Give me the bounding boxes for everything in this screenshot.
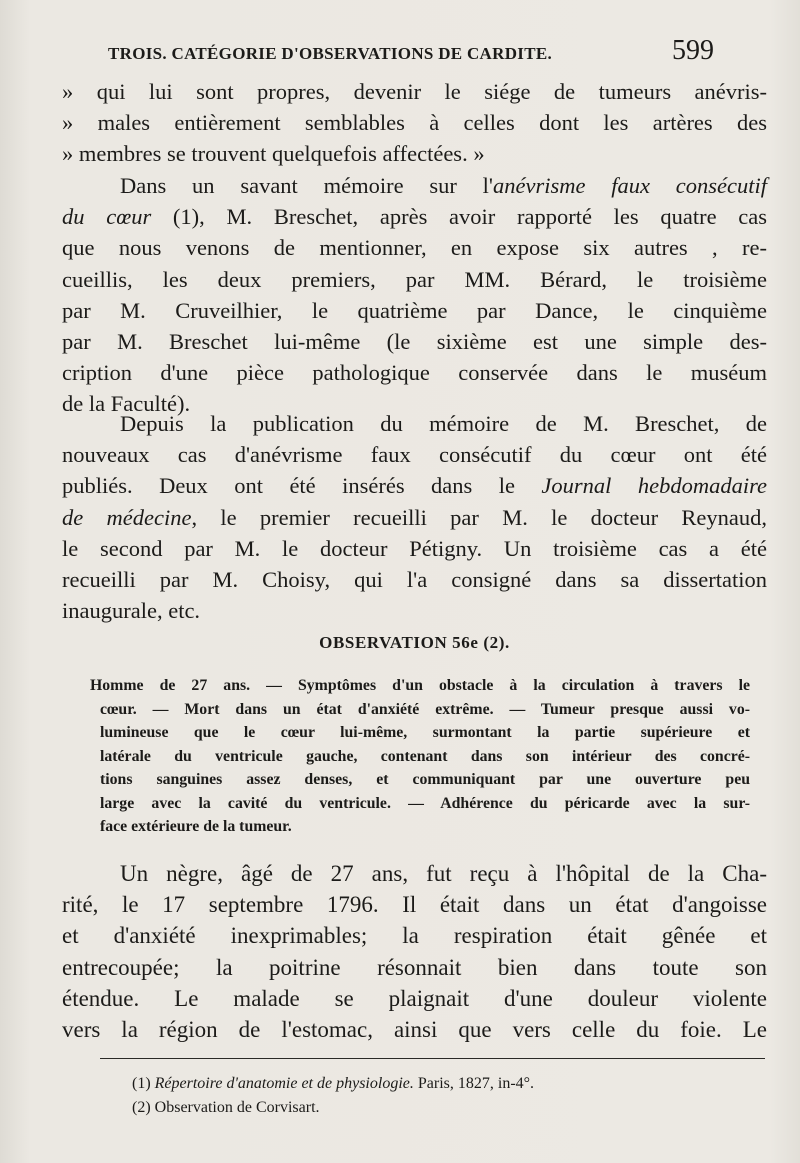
- text-line: par M. Cruveilhier, le quatrième par Dance, le cinquième: [62, 297, 767, 323]
- text-line: rité, le 17 septembre 1796. Il était dans un état d'angoisse: [62, 892, 767, 918]
- text-line: publiés. Deux ont été insérés dans le Journal hebdomadaire: [62, 473, 768, 499]
- paragraph-case: [62, 858, 767, 1045]
- text-line: entrecoupée; la poitrine résonnait bien dans toute son: [62, 954, 767, 980]
- text-line: Un nègre, âgé de 27 ans, fut reçu à l'hôpital de la Cha-: [120, 861, 767, 886]
- text-line: de médecine, le premier recueilli par M. le docteur Reynaud,: [62, 504, 768, 530]
- quote-line: » membres se trouvent quelquefois affectées. »: [62, 141, 485, 167]
- text-line: par M. Breschet lui-même (le sixième est une simple des-: [62, 328, 767, 354]
- footnotes: [132, 1072, 534, 1120]
- footnote-rule: [100, 1058, 765, 1059]
- text-line: nouveaux cas d'anévrisme faux consécutif du cœur ont été: [62, 442, 767, 468]
- quote-line: » males entièrement semblables à celles dont les artères des: [62, 110, 767, 136]
- summary-line: large avec la cavité du ventricule. — Adhérence du péricarde avec la sur-: [100, 794, 750, 812]
- summary-line: Homme de 27 ans. — Symptômes d'un obstacle à la circulation à travers le: [90, 677, 750, 694]
- text-line: du cœur (1), M. Breschet, après avoir rapporté les quatre cas: [62, 204, 768, 230]
- text-line: et d'anxiété inexprimables; la respiration était gênée et: [62, 923, 767, 949]
- text-line: étendue. Le malade se plaignait d'une douleur violente: [62, 985, 767, 1011]
- text-line: que nous venons de mentionner, en expose six autres , re-: [62, 235, 767, 261]
- summary-line: lumineuse que le cœur lui-même, surmontant la partie supérieure et: [100, 724, 750, 741]
- text-line: cueillis, les deux premiers, par MM. Bérard, le troisième: [62, 266, 767, 292]
- text-line: recueilli par M. Choisy, qui l'a consigné dans sa dissertation: [62, 566, 767, 592]
- text-line: Depuis la publication du mémoire de M. Breschet, de: [120, 411, 767, 436]
- text-line: inaugurale, etc.: [62, 598, 201, 624]
- text-line: vers la région de l'estomac, ainsi que vers celle du foie. Le: [62, 1016, 767, 1042]
- running-head: [100, 30, 760, 70]
- text-line: Dans un savant mémoire sur l'anévrisme faux consécutif: [120, 173, 767, 198]
- text-line: le second par M. le docteur Pétigny. Un troisième cas a été: [62, 535, 767, 561]
- page-number: 599: [672, 35, 714, 66]
- text-line: de la Faculté).: [62, 391, 191, 417]
- summary-line: latérale du ventricule gauche, contenant dans son intérieur des concré-: [100, 747, 750, 765]
- summary-line: face extérieure de la tumeur.: [100, 818, 292, 835]
- observation-title: OBSERVATION 56e (2).: [319, 633, 510, 652]
- text-line: cription d'une pièce pathologique conservée dans le muséum: [62, 360, 767, 386]
- paragraph-breschet: [62, 170, 767, 420]
- quote-block: [62, 76, 767, 170]
- footnote-1: (1) Répertoire d'anatomie et de physiologie. Paris, 1827, in-4°.: [132, 1075, 535, 1092]
- summary-line: cœur. — Mort dans un état d'anxiété extrême. — Tumeur presque aussi vo-: [100, 700, 750, 718]
- footnote-2: (2) Observation de Corvisart.: [132, 1099, 320, 1116]
- summary-line: tions sanguines assez denses, et communiquant par une ouverture peu: [100, 771, 750, 788]
- paragraph-publication: [62, 408, 767, 626]
- observation-summary: [90, 674, 750, 839]
- running-title: TROIS. CATÉGORIE D'OBSERVATIONS DE CARDITE.: [108, 44, 553, 63]
- quote-line: » qui lui sont propres, devenir le siége de tumeurs anévris-: [62, 79, 767, 104]
